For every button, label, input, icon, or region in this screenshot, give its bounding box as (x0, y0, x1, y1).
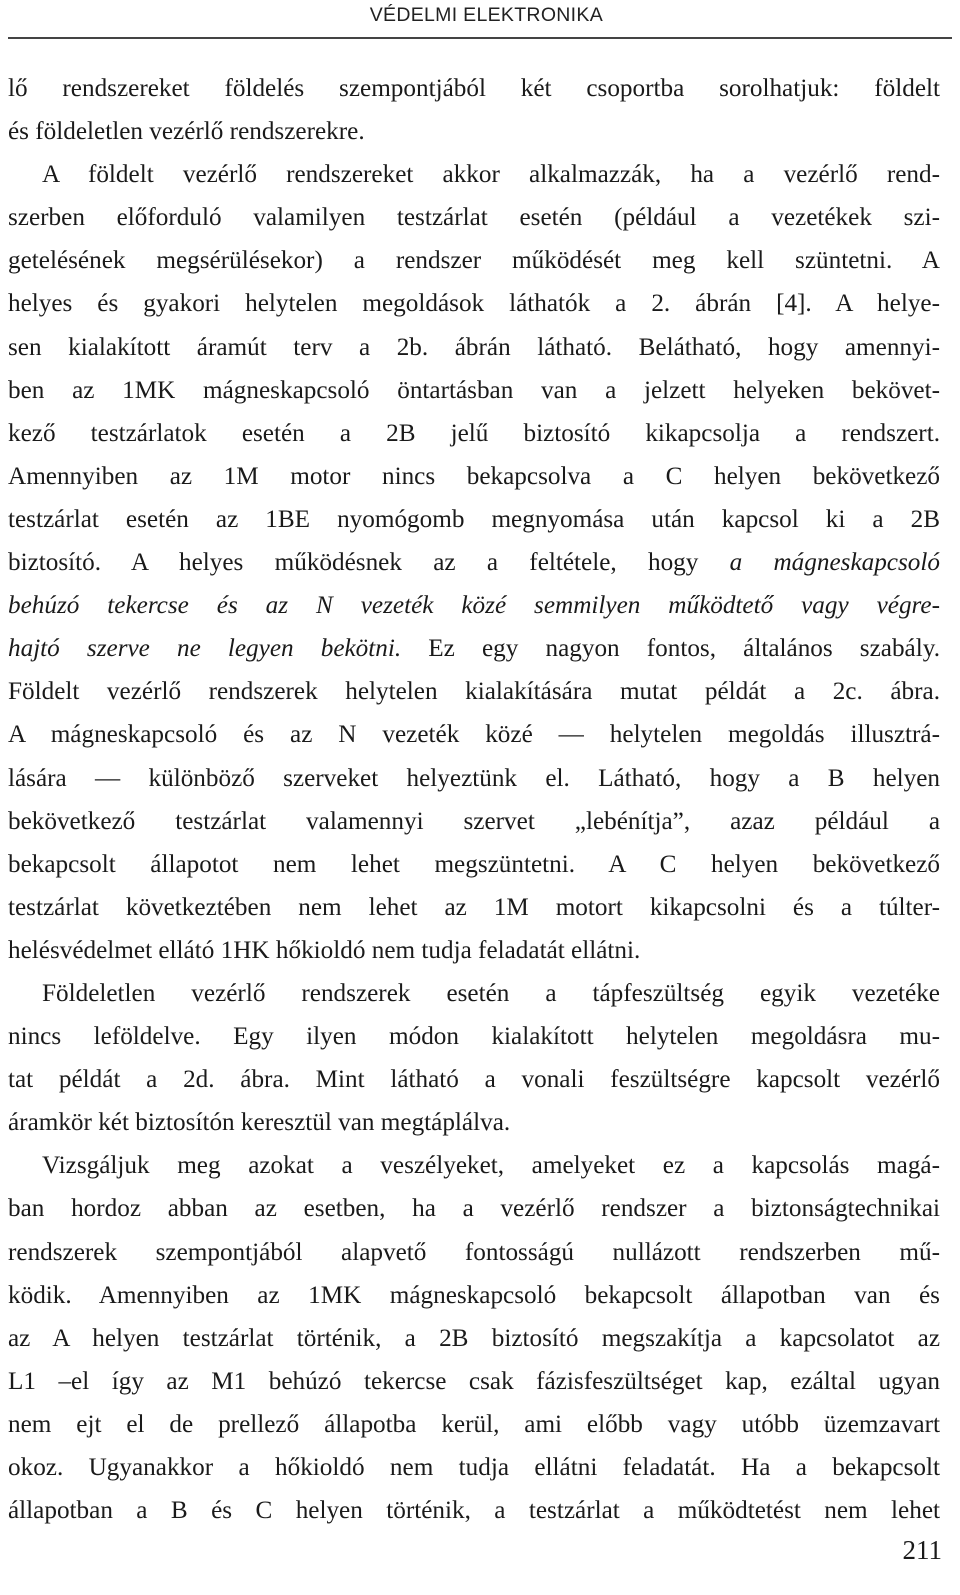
text-line: testzárlat esetén az 1BE nyomógomb megnyomása után kapcsol ki a 2B (8, 505, 940, 533)
text-line: lására — különböző szerveket helyeztünk el. Látható, hogy a B helyen (8, 764, 940, 792)
text-line: áramkör két biztosítón keresztül van megtáplálva. (8, 1109, 511, 1137)
text-line: helyes és gyakori helytelen megoldások láthatók a 2. ábrán [4]. A helye- (8, 290, 940, 318)
text-line: ben az 1MK mágneskapcsoló öntartásban van a jelzett helyeken bekövet- (8, 376, 940, 404)
text-line: A földelt vezérlő rendszereket akkor alkalmazzák, ha a vezérlő rend- (42, 161, 940, 189)
text-span: Ez egy nagyon fontos, általános szabály. (401, 635, 940, 663)
text-line: getelésének megsérülésekor) a rendszer működését meg kell szüntetni. A (8, 247, 940, 275)
text-span: biztosító. A helyes működésnek az a feltétele, hogy (8, 549, 730, 577)
text-line: és földeletlen vezérlő rendszerekre. (8, 118, 365, 146)
text-line: rendszerek szempontjából alapvető fontosságú nullázott rendszerben mű- (8, 1238, 940, 1266)
text-line: nem ejt el de prellező állapotba kerül, ami előbb vagy utóbb üzemzavart (8, 1410, 940, 1438)
header-rule (8, 37, 952, 39)
text-line: sen kialakított áramút terv a 2b. ábrán látható. Belátható, hogy amennyi- (8, 333, 940, 361)
text-line-mixed (8, 541, 940, 584)
text-line-mixed (8, 627, 940, 670)
text-line: ködik. Amennyiben az 1MK mágneskapcsoló bekapcsolt állapotban van és (8, 1281, 940, 1309)
text-line-italic (8, 584, 940, 627)
page-header (0, 0, 960, 44)
text-line: Amennyiben az 1M motor nincs bekapcsolva a C helyen bekövetkező (8, 462, 940, 490)
text-line: állapotban a B és C helyen történik, a testzárlat a működtetést nem lehet (8, 1497, 940, 1525)
text-line: bekövetkező testzárlat valamennyi szervet „lebénítja”, azaz például a (8, 807, 940, 835)
text-line: kező testzárlatok esetén a 2B jelű biztosító kikapcsolja a rendszert. (8, 419, 940, 447)
text-line: az A helyen testzárlat történik, a 2B biztosító megszakítja a kapcsolatot az (8, 1324, 940, 1352)
text-line: lő rendszereket földelés szempontjából két csoportba sorolhatjuk: földelt (8, 75, 940, 102)
text-line: helésvédelmet ellátó 1HK hőkioldó nem tudja feladatát ellátni. (8, 936, 641, 964)
page-number: 211 (902, 1535, 942, 1565)
text-line: Földelt vezérlő rendszerek helytelen kialakítására mutat példát a 2c. ábra. (8, 678, 940, 706)
italic-span: behúzó tekercse és az N vezeték közé semmilyen működtető vagy végre- (8, 592, 940, 620)
text-line: bekapcsolt állapotot nem lehet megszüntetni. A C helyen bekövetkező (8, 850, 940, 878)
text-line: szerben előforduló valamilyen testzárlat esetén (például a vezetékek szi- (8, 204, 940, 232)
italic-span: a mágneskapcsoló (729, 549, 940, 577)
text-line: tat példát a 2d. ábra. Mint látható a vonali feszültségre kapcsolt vezérlő (8, 1066, 940, 1094)
text-line: A mágneskapcsoló és az N vezeték közé — helytelen megoldás illusztrá- (8, 721, 940, 749)
body-text (8, 67, 940, 1532)
text-line: Vizsgáljuk meg azokat a veszélyeket, amelyeket ez a kapcsolás magá- (42, 1152, 940, 1180)
text-line: L1 –el így az M1 behúzó tekercse csak fázisfeszültséget kap, ezáltal ugyan (8, 1367, 940, 1395)
text-line: testzárlat következtében nem lehet az 1M motort kikapcsolni és a túlter- (8, 893, 940, 921)
text-line: Földeletlen vezérlő rendszerek esetén a tápfeszültség egyik vezetéke (42, 979, 940, 1007)
text-line: ban hordoz abban az esetben, ha a vezérlő rendszer a biztonságtechnikai (8, 1195, 940, 1223)
italic-span: hajtó szerve ne legyen bekötni. (8, 635, 402, 663)
running-header-title: VÉDELMI ELEKTRONIKA (369, 4, 603, 26)
text-line: nincs leföldelve. Egy ilyen módon kialakított helytelen megoldásra mu- (8, 1023, 940, 1051)
text-line: okoz. Ugyanakkor a hőkioldó nem tudja ellátni feladatát. Ha a bekapcsolt (8, 1454, 940, 1481)
